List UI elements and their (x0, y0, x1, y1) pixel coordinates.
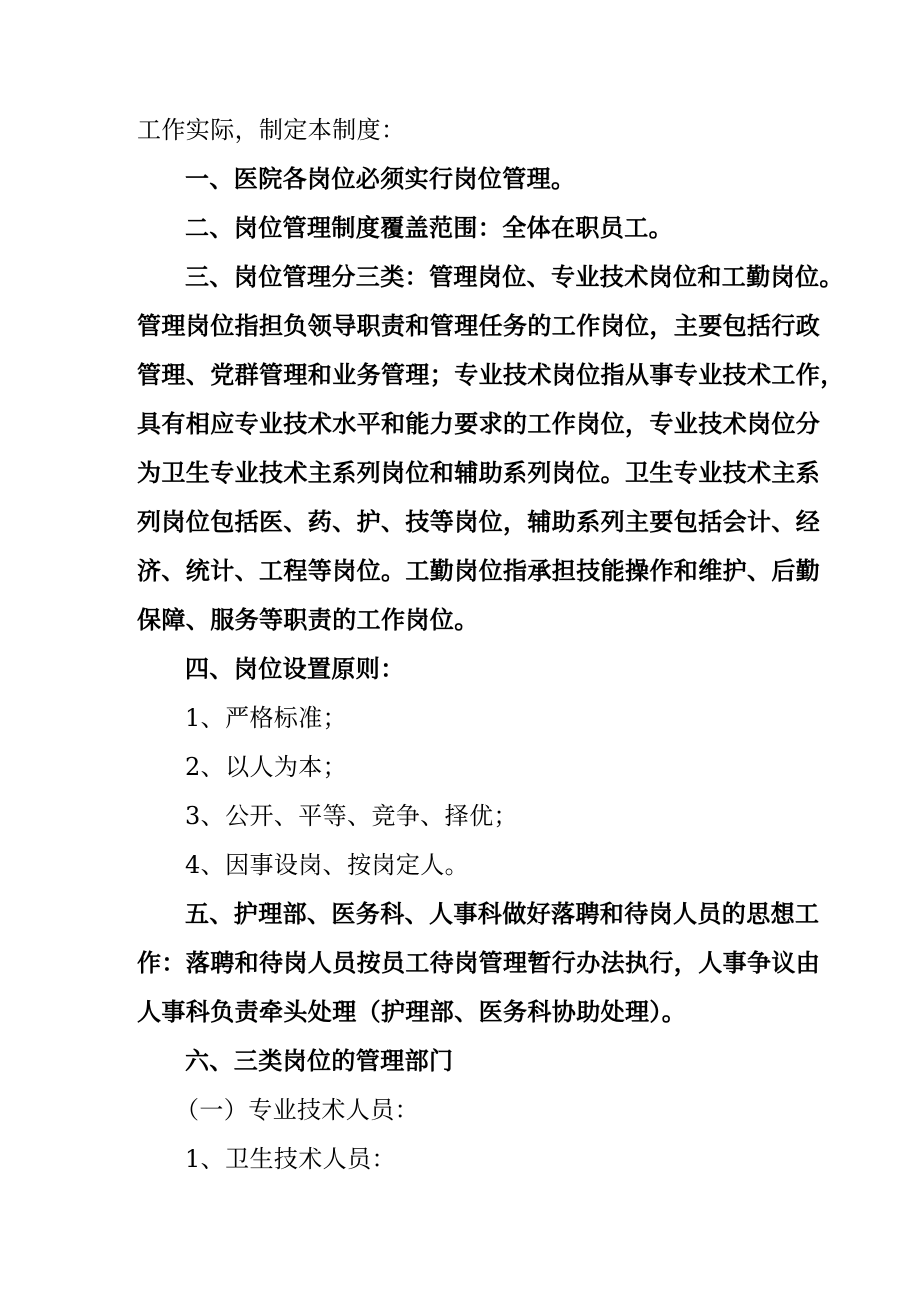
article-3-line: 列岗位包括医、药、护、技等岗位，辅助系列主要包括会计、经 (137, 508, 821, 536)
article-3-line: 济、统计、工程等岗位。工勤岗位指承担技能操作和维护、后勤 (137, 557, 821, 585)
article-4-heading: 四、岗位设置原则： (185, 655, 405, 683)
article-6-heading: 六、三类岗位的管理部门 (185, 1047, 454, 1075)
subsection-1-heading: 1、卫生技术人员： (185, 1145, 396, 1173)
principle-item: 1、严格标准； (185, 704, 348, 732)
article-3-line: 管理岗位指担负领导职责和管理任务的工作岗位，主要包括行政 (137, 312, 821, 340)
article-3-heading: 三、岗位管理分三类：管理岗位、专业技术岗位和工勤岗位。 (185, 263, 844, 291)
document-body (137, 106, 845, 1184)
paragraph-intro-end: 工作实际，制定本制度： (137, 116, 406, 144)
article-1: 一、医院各岗位必须实行岗位管理。 (185, 165, 576, 193)
principle-item: 2、以人为本； (185, 753, 348, 781)
article-3-line: 管理、党群管理和业务管理；专业技术岗位指从事专业技术工作， (137, 361, 845, 389)
section-1-heading: （一）专业技术人员： (175, 1096, 419, 1124)
article-5-line: 人事科负责牵头处理（护理部、医务科协助处理）。 (137, 998, 687, 1026)
article-2: 二、岗位管理制度覆盖范围：全体在职员工。 (185, 214, 673, 242)
article-5-line: 五、护理部、医务科、人事科做好落聘和待岗人员的思想工 (185, 900, 820, 928)
article-5-line: 作：落聘和待岗人员按员工待岗管理暂行办法执行，人事争议由 (137, 949, 821, 977)
article-3-line: 保障、服务等职责的工作岗位。 (137, 606, 479, 634)
article-5 (137, 890, 821, 1037)
principle-item: 4、因事设岗、按岗定人。 (185, 851, 470, 879)
article-3-body (137, 302, 845, 645)
article-3-line: 具有相应专业技术水平和能力要求的工作岗位，专业技术岗位分 (137, 410, 821, 438)
principle-item: 3、公开、平等、竞争、择优； (185, 802, 518, 830)
article-3-line: 为卫生专业技术主系列岗位和辅助系列岗位。卫生专业技术主系 (137, 459, 821, 487)
